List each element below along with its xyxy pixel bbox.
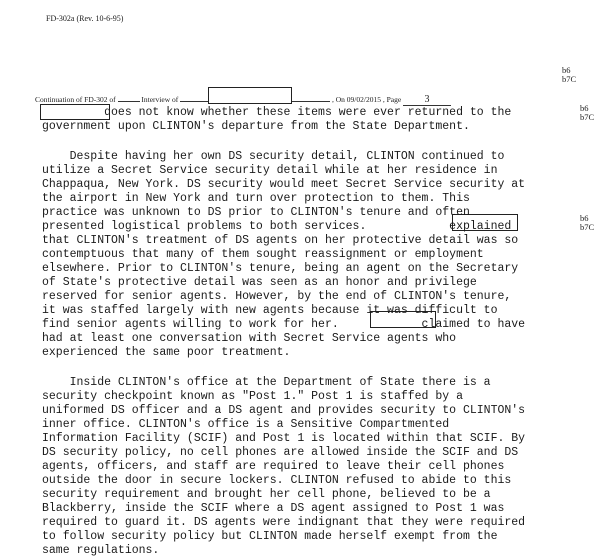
text-line: Blackberry, inside the SCIF where a DS agent assigned to Post 1 was [42,502,505,515]
text-line: the airport in New York and turn over protection to them. This [42,192,470,205]
exemption-marks-first-paragraph [580,104,594,122]
text-line: find senior agents willing to work for her. claimed to have [42,318,526,331]
text-line: required to guard it. DS agents were indignant that they were required [42,516,526,529]
on-label: , On [331,95,345,104]
text-line: had at least one conversation with Secret Service agents who [42,332,457,345]
continuation-line [35,93,555,106]
page-number: 3 [403,94,451,106]
exemption-b6: b6 [580,103,589,113]
text-line: Despite having her own DS security detail, CLINTON continued to [42,150,505,163]
text-line: to follow security policy but CLINTON made herself exempt from the [42,530,498,543]
text-line: same regulations. [42,544,160,557]
text-line: security requirement and brought her cell phone, believed to be a [42,488,491,501]
text-line: of State's protective detail was seen as an honor and privilege [42,276,477,289]
text-line: utilize a Secret Service security detail while at her residence in [42,164,498,177]
text-line: outside the door in secure lockers. CLINTON refused to abide to this [42,474,512,487]
text-line: Inside CLINTON's office at the Department of State there is a [42,376,491,389]
interview-date: 09/02/2015 [346,95,381,104]
text-line: inner office. CLINTON's office is a Sensitive Compartmented [42,418,450,431]
exemption-marks-second-paragraph [580,214,594,232]
text-line: does not know whether these items were ever returned to the [42,106,512,119]
text-line: DS security policy, no cell phones are allowed inside the SCIF and DS [42,446,519,459]
text-line: government upon CLINTON's departure from the State Department. [42,120,470,133]
text-line: security checkpoint known as "Post 1." Post 1 is staffed by a [42,390,463,403]
interview-label: Interview of [141,95,179,104]
blank-underline [118,93,140,102]
text-line: uniformed DS officer and a DS agent and provides security to CLINTON's [42,404,526,417]
exemption-b7c: b7C [580,222,595,232]
text-line: that CLINTON's treatment of DS agents on her protective detail was so [42,234,519,247]
page-label: , Page [382,95,402,104]
text-line: experienced the same poor treatment. [42,346,291,359]
text-line: practice was unknown to DS prior to CLINTON's tenure and often [42,206,470,219]
exemption-marks-header [562,66,576,84]
text-line: presented logistical problems to both services. explained [42,220,512,233]
continuation-label: Continuation of FD-302 of [35,95,116,104]
text-line: elsewhere. Prior to CLINTON's tenure, being an agent on the Secretary [42,262,519,275]
text-line: Chappaqua, New York. DS security would meet Secret Service security at [42,178,526,191]
text-line: reserved for senior agents. However, by the end of CLINTON's tenure, [42,290,512,303]
text-line: agents, officers, and staff are required to leave their cell phones [42,460,505,473]
exemption-b7c: b7C [562,74,577,84]
form-identifier: FD-302a (Rev. 10-6-95) [46,14,124,23]
text-line: it was staffed largely with new agents because it was difficult to [42,304,498,317]
text-line: Information Facility (SCIF) and Post 1 is located within that SCIF. By [42,432,526,445]
exemption-b6: b6 [562,65,571,75]
redaction-box [208,87,292,104]
exemption-b6: b6 [580,213,589,223]
exemption-b7c: b7C [580,112,595,122]
text-line: contemptuous that many of them sought reassignment or employment [42,248,484,261]
